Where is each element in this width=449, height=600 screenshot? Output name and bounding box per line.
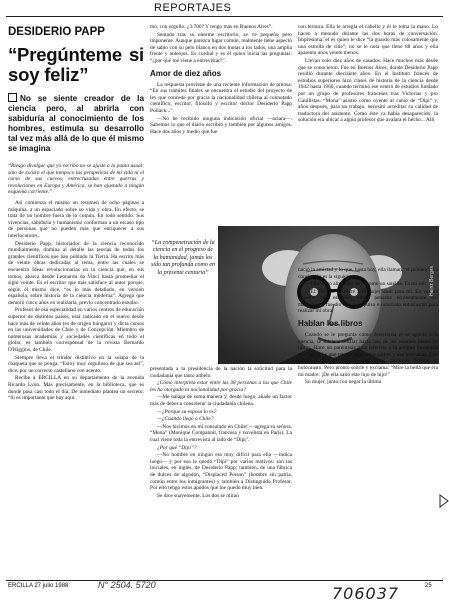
body-paragraph: —Ella: Giro alrededor de él como un satélite. Es mi sol. (305, 281, 426, 288)
photo-credit: Heinz Bergas (429, 265, 435, 296)
body-paragraph: Cuando se le pregunta cómo describiría el se apunta a la ciencia, se inicia a señalar hacia uno de los estantes llenos de libros. Hace un paréntesis para referirse a la antigua fotografía que hay allí y que retrata junto a sus padres y dos hermanas. Con profunda tristeza, cuenta que todos murieron durante el holocausto. Pero pronto sonríe y exclama: “Mire la bella que era mi madre: ¡De ella salió este lujo de hijo!” (298, 332, 438, 378)
footer-rule (6, 580, 443, 581)
intro-quote: “Riesgo divulgar que yo escribo no se ajuste a la pauta usual; sino de escuro el que tampoco las perspeticas de mi vida ni el curso de sus cuevos, entrecruzadas entre guerras y revoluciones en Europa y América, se han ajustado a ningún esquema corriente.” (8, 163, 144, 196)
footer-publication: ERCILLA 27 julio 1988 (8, 583, 69, 589)
pull-quote: “La compenetración de la ciencia en el progreso de la humanidad, jamás los sido tan profunda como en la presente centuria” (150, 240, 216, 276)
body-paragraph: —Él: En ella encontré a la mujer ideal para mí. En vez de impedir mis estudios, como pensaba erróneamente del matrimonio, me dio nuevo impulso e innovado entusiasmo para realizar mi obra. (298, 288, 438, 315)
column-3 (298, 24, 438, 564)
question: —¿Porque su esposa lo es? (157, 408, 217, 415)
page-number: 25 (425, 583, 432, 589)
section-header: REPORTAJES (154, 2, 232, 14)
byline: DESIDERIO PAPP (8, 26, 105, 38)
body-paragraph: presentada a la presidencia de la nación la solicitud para la ciudadanía que tanto anhelo. (150, 366, 292, 379)
lead-paragraph (8, 93, 144, 154)
subhead: Amor de diez años (150, 68, 222, 78)
subhead: Hablan los libros (298, 319, 363, 329)
question: ¿Por qué “Dipi”? (157, 444, 197, 451)
photo-gap (298, 125, 438, 267)
column-2 (150, 24, 292, 224)
body-paragraph: con ternura. Ella le arregla el cabello y él le toma la mano. Lo hacen a menudo durante las dos horas de conversación. Impresiona: el es quien le dice “la guardo más colosamente que una estrella de cine”; no se le nota que tiene 88 años y ella aparenta unos veinte menos. (298, 24, 438, 57)
body-paragraph: —Me halaga de suma manera y, desde luego, añade un factor más de deber a considerar la ciudadanía chilena. (150, 394, 292, 407)
body-paragraph: Así comienza el mismo un resumen de ocho páginas a máquina, a un espaciado sobre su vida y obra. En efecto, se trata de un hombre fuera de lo común. En todo sentido. Sus vivencias, sabiduría y humanismo conforman a un escaso tipo de personas que no pueden más que enriquecer a sus interlocutores. (8, 199, 144, 239)
body-paragraph: —Nos hicimos en mi consulado en Chile! —agrega su señora, “Mona” (Monique Compannit, francesa y novelista en París). La cual viene toda la entrevista al lado de “Dipi”. (150, 423, 292, 443)
body-paragraph: —No he recibido ninguna indicación oficial —aclara—. Sabemos lo que el diario escribió y también por algunos amigos. Hace dos años y medio que fue (150, 115, 292, 135)
body-paragraph: Siempre lleva el trindor distintivo en la solapa de la chaqueta que se ponga. “Estoy muy orgulloso de que sea así”, dice, por un correcto castellano con acento. (8, 354, 144, 374)
body-paragraph: Desiderio Papp, historiador de la ciencia reconocido mundialmente, domina al detalle las teorías de todos los grandes científicos que han poblado la Tierra. Ha escrito más de veinte obras dedicadas al tema, entre las cuales se encuentra Ideas revolucionarias en la ciencia que, en sus tomos, abarca desde Leonardo da Vinci hasta promediar el siglo veinte. Es el escritor que más satisface al autor porque, según él mismo dice, “es lo más detallado, en versión española, sobre historia de la ciencia moderna”. Agrega que demoró cinco años en realizarla, previo concentrado estudio. (8, 240, 144, 306)
question: —¿Cuándo llegó a Chile? (157, 416, 214, 423)
handwritten-note: N° 2504. 5720 (98, 580, 156, 590)
body-paragraph: Profesor de esa especialidad en varios centros de educación superior de distintos países, está radicado en el nuevo desde hace más de veinte años (es de origen húngaro) y dicta cursos en las universidades de Chile y de Concepción. Miembro de numerosas academias y sociedades científicas en todo el globo, es también corresponsal de la revista Bernardo O'Higgins, de Chile. (8, 307, 144, 354)
body-paragraph: nació la amistad y lo que, hasta hoy, ella llaman “el pololeo”. La conclusión es la siguiente: (298, 266, 438, 280)
body-paragraph: Recibe a ERCILLA en su departamento de la avenida Ricardo Lyon. Más precisamente, en la biblioteca, que es donde pasa casi todo el día. De inmediato plantea un secreto: “Si es importante que hay aquí (8, 375, 144, 402)
body-paragraph: Sentado tras su enorme escritorio, se ve pequeño pero imponente. Aunque parezca lugar común, realmente tiene aspecto de sabio con su pelo blanco en dos motas a los lados, una amplia frente y anteojos. Es cordial y es él quien inicia las preguntas: “¿por qué me viene a entrevistar?”. (150, 31, 292, 64)
body-paragraph: La respuesta proviene de una reciente información de prensa: “En sus trámites finales se encuentra el estudio del proyecto de ley que concede por gracia la nacionalidad chilena al connotado científico, escritor, filósofo y escritor doctor Desiderio Papp Pollack...”. (150, 81, 292, 114)
lead-text: No se siente creador de la ciencia pero, al abrirla con sabiduría al conocimiento de los hombres, estimula su desarrollo tal vez más allá de lo que él mismo se imagina (8, 94, 144, 153)
body-paragraph: Se dice suavemente. Los dos se miran (157, 492, 239, 499)
body-paragraph: Llevan solo diez años de casados. Hace muchos más desde que se conocieron. Fue en Buenos Aires, donde Desiderio Papp residió durante diecisiete años. En el Instituto francés de estudios superiores hizo clases de historia de la ciencia desde 1942 hasta 1960, cuando terminó ese centro de estudios fundado por un grupo de profesores franceses tras Victorias y pro Gaullistas. “Mona” asistió como oyente al curso de “Dipi” y, años después, para un trabajo, necesitó acreditar su calidad de traductora del asistente. Como éste ya había desaparecido, la solución era ubicar a algún profesor que avalara el hecho... Allí (298, 57, 438, 124)
column-2-bottom (150, 366, 292, 579)
body-paragraph: mo, con orgullo: ¿3.700? Y tengo más en Buenos Aires”. (150, 24, 273, 30)
square-bullet-icon (8, 93, 17, 102)
headline: “Pregúnteme si soy feliz” (8, 44, 144, 85)
header-rule (6, 16, 443, 17)
column-1 (8, 24, 144, 579)
archive-stamp: 706037 (332, 584, 400, 600)
margin-arrow-icon (439, 494, 449, 508)
body-paragraph: Su mujer, junto con negar la última (305, 379, 381, 386)
body-paragraph: —No hombre en ningún era muy difícil para ella —indica luego— y por eso le quedó “Dipi” por varios motivos: son las iniciales, en inglés, de Desiderio Papp; también, de una fábrica de dulces de algodón, “Displaced Person” (hombre sin patria, común entre los inmigrantes) y también a Distinguido Profesor. Por ello tengo estos apodos que me quedo muy bien. (150, 452, 292, 492)
question: ¿Cómo interpreta estar entre las 38 personas a las que Chile les ha otorgado la nacionalidad por gracia? (150, 380, 292, 393)
